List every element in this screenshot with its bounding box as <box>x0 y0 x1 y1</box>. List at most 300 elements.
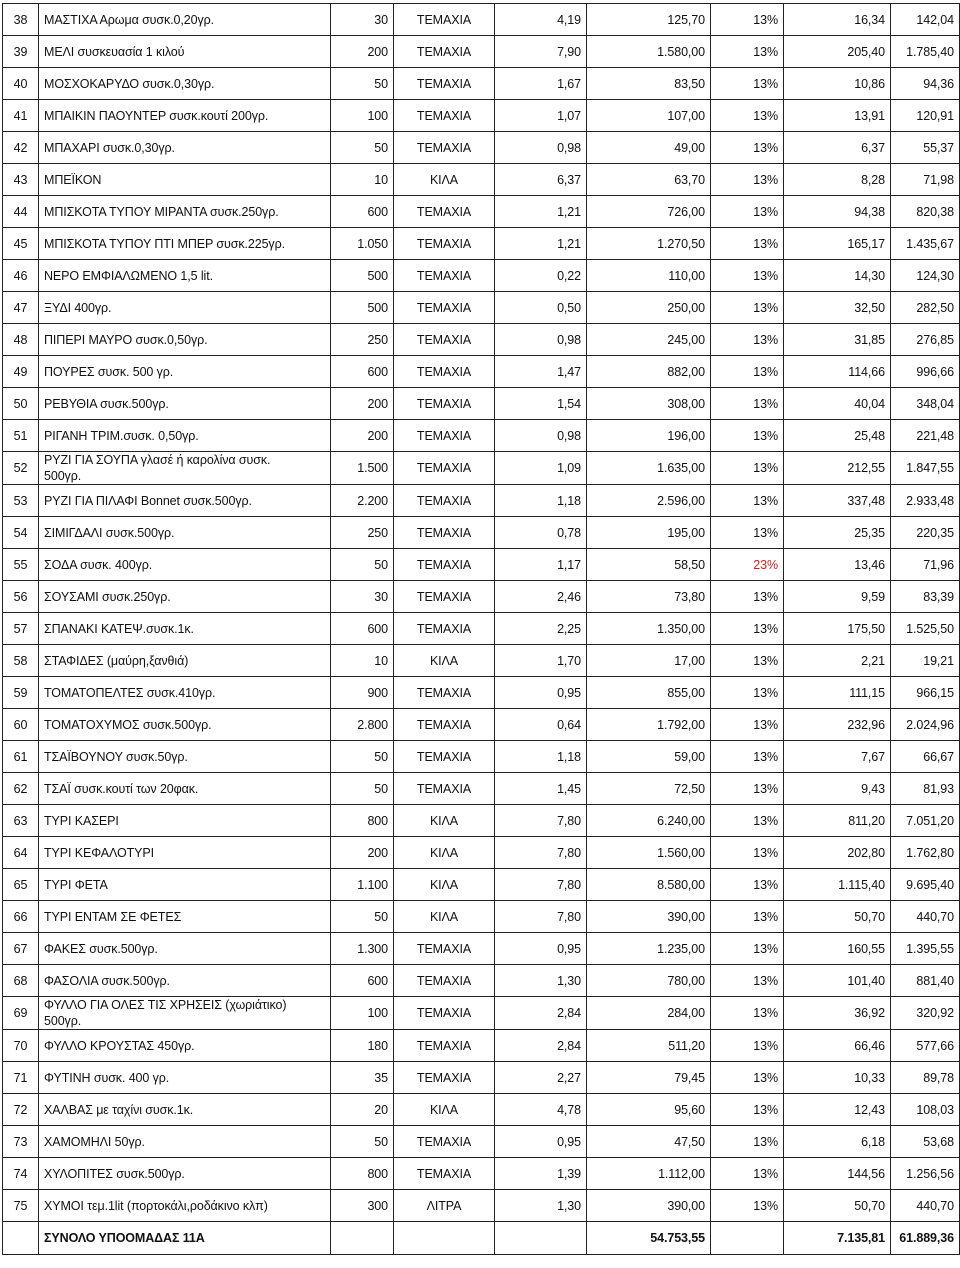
item-unit: ΤΕΜΑΧΙΑ <box>394 677 495 709</box>
item-vat-amount: 9,59 <box>784 581 891 613</box>
item-total: 820,38 <box>891 196 960 228</box>
item-vat-amount: 6,37 <box>784 132 891 164</box>
item-unit: ΤΕΜΑΧΙΑ <box>394 4 495 36</box>
item-unit-price: 7,80 <box>495 901 587 933</box>
item-description-line: ΜΕΛΙ συσκευασία 1 κιλού <box>44 44 185 59</box>
item-description <box>39 452 331 485</box>
item-total: 348,04 <box>891 388 960 420</box>
item-description <box>39 709 331 741</box>
item-vat-rate: 13% <box>711 1158 784 1190</box>
table-row <box>3 4 960 36</box>
item-description <box>39 356 331 388</box>
item-description <box>39 741 331 773</box>
item-net-value: 1.580,00 <box>587 36 711 68</box>
item-vat-amount: 25,35 <box>784 517 891 549</box>
item-net-value: 79,45 <box>587 1062 711 1094</box>
item-unit: ΤΕΜΑΧΙΑ <box>394 581 495 613</box>
item-quantity: 50 <box>331 132 394 164</box>
item-total: 1.525,50 <box>891 613 960 645</box>
summary-label: ΣΥΝΟΛΟ ΥΠΟΟΜΑΔΑΣ 11Α <box>39 1222 331 1255</box>
item-vat-rate: 13% <box>711 196 784 228</box>
item-description-line: ΡΙΓΑΝΗ ΤΡΙΜ.συσκ. 0,50γρ. <box>44 428 199 443</box>
item-description <box>39 837 331 869</box>
item-description-line: ΜΟΣΧΟΚΑΡΥΔΟ συσκ.0,30γρ. <box>44 76 215 91</box>
item-net-value: 63,70 <box>587 164 711 196</box>
item-number: 70 <box>3 1030 39 1062</box>
item-total: 220,35 <box>891 517 960 549</box>
item-number: 46 <box>3 260 39 292</box>
item-net-value: 49,00 <box>587 132 711 164</box>
item-quantity: 180 <box>331 1030 394 1062</box>
item-vat-rate: 13% <box>711 517 784 549</box>
item-vat-amount: 175,50 <box>784 613 891 645</box>
item-number: 66 <box>3 901 39 933</box>
item-vat-amount: 14,30 <box>784 260 891 292</box>
item-quantity: 35 <box>331 1062 394 1094</box>
item-description <box>39 420 331 452</box>
item-total: 124,30 <box>891 260 960 292</box>
item-net-value: 72,50 <box>587 773 711 805</box>
item-total: 19,21 <box>891 645 960 677</box>
item-unit-price: 1,70 <box>495 645 587 677</box>
item-quantity: 30 <box>331 4 394 36</box>
item-description <box>39 869 331 901</box>
item-unit: ΤΕΜΑΧΙΑ <box>394 613 495 645</box>
item-description <box>39 228 331 260</box>
item-quantity: 30 <box>331 581 394 613</box>
table-row <box>3 132 960 164</box>
item-unit-price: 1,45 <box>495 773 587 805</box>
table-row <box>3 997 960 1030</box>
item-net-value: 83,50 <box>587 68 711 100</box>
item-vat-amount: 114,66 <box>784 356 891 388</box>
item-unit: ΤΕΜΑΧΙΑ <box>394 1158 495 1190</box>
item-description-line: ΤΣΑΪΒΟΥΝΟΥ συσκ.50γρ. <box>44 749 188 764</box>
item-net-value: 1.235,00 <box>587 933 711 965</box>
item-vat-rate: 13% <box>711 1030 784 1062</box>
item-vat-amount: 16,34 <box>784 4 891 36</box>
item-unit-price: 7,90 <box>495 36 587 68</box>
item-number: 56 <box>3 581 39 613</box>
item-net-value: 284,00 <box>587 997 711 1030</box>
item-unit-price: 1,21 <box>495 228 587 260</box>
item-description-line: ΧΑΛΒΑΣ με ταχίνι συσκ.1κ. <box>44 1102 194 1117</box>
item-description <box>39 388 331 420</box>
item-unit: ΤΕΜΑΧΙΑ <box>394 420 495 452</box>
item-unit: ΤΕΜΑΧΙΑ <box>394 452 495 485</box>
item-quantity: 200 <box>331 388 394 420</box>
item-total: 1.256,56 <box>891 1158 960 1190</box>
item-unit: ΤΕΜΑΧΙΑ <box>394 773 495 805</box>
item-total: 577,66 <box>891 1030 960 1062</box>
item-unit: ΛΙΤΡΑ <box>394 1190 495 1222</box>
item-vat-rate: 13% <box>711 581 784 613</box>
item-unit: ΤΕΜΑΧΙΑ <box>394 709 495 741</box>
item-net-value: 73,80 <box>587 581 711 613</box>
item-description-line: ΤΟΜΑΤΟΧΥΜΟΣ συσκ.500γρ. <box>44 717 212 732</box>
item-total: 221,48 <box>891 420 960 452</box>
item-description-line: ΣΟΥΣΑΜΙ συσκ.250γρ. <box>44 589 171 604</box>
summary-net: 54.753,55 <box>587 1222 711 1255</box>
item-number: 50 <box>3 388 39 420</box>
item-number: 58 <box>3 645 39 677</box>
item-description <box>39 965 331 997</box>
item-number: 72 <box>3 1094 39 1126</box>
item-number: 43 <box>3 164 39 196</box>
item-quantity: 200 <box>331 36 394 68</box>
item-unit: ΚΙΛΑ <box>394 164 495 196</box>
item-vat-amount: 7,67 <box>784 741 891 773</box>
item-total: 1.762,80 <box>891 837 960 869</box>
item-number: 62 <box>3 773 39 805</box>
item-vat-amount: 232,96 <box>784 709 891 741</box>
item-number: 53 <box>3 485 39 517</box>
item-number: 64 <box>3 837 39 869</box>
item-description <box>39 773 331 805</box>
item-description <box>39 613 331 645</box>
item-net-value: 308,00 <box>587 388 711 420</box>
item-total: 996,66 <box>891 356 960 388</box>
item-description <box>39 164 331 196</box>
item-total: 1.395,55 <box>891 933 960 965</box>
item-description-line: ΜΠΙΣΚΟΤΑ ΤΥΠΟΥ ΠΤΙ ΜΠΕΡ συσκ.225γρ. <box>44 236 285 251</box>
item-total: 1.785,40 <box>891 36 960 68</box>
item-unit: ΤΕΜΑΧΙΑ <box>394 1062 495 1094</box>
item-vat-amount: 10,86 <box>784 68 891 100</box>
item-number: 44 <box>3 196 39 228</box>
table-row <box>3 517 960 549</box>
summary-total: 61.889,36 <box>891 1222 960 1255</box>
item-quantity: 10 <box>331 645 394 677</box>
item-unit: ΤΕΜΑΧΙΑ <box>394 1030 495 1062</box>
item-unit-price: 1,54 <box>495 388 587 420</box>
item-vat-rate: 13% <box>711 164 784 196</box>
item-unit: ΚΙΛΑ <box>394 869 495 901</box>
item-quantity: 10 <box>331 164 394 196</box>
item-number: 69 <box>3 997 39 1030</box>
item-vat-rate: 13% <box>711 228 784 260</box>
item-description-line: ΝΕΡΟ ΕΜΦΙΑΛΩΜΕΝΟ 1,5 lit. <box>44 268 213 283</box>
item-vat-rate: 13% <box>711 869 784 901</box>
item-quantity: 1.100 <box>331 869 394 901</box>
table-row <box>3 324 960 356</box>
item-description <box>39 100 331 132</box>
item-vat-rate: 13% <box>711 645 784 677</box>
item-description <box>39 1126 331 1158</box>
table-row <box>3 1158 960 1190</box>
item-description <box>39 36 331 68</box>
table-row <box>3 68 960 100</box>
item-net-value: 95,60 <box>587 1094 711 1126</box>
item-description <box>39 1190 331 1222</box>
item-quantity: 50 <box>331 741 394 773</box>
item-description <box>39 1062 331 1094</box>
item-unit: ΤΕΜΑΧΙΑ <box>394 517 495 549</box>
item-quantity: 50 <box>331 549 394 581</box>
item-unit-price: 0,98 <box>495 420 587 452</box>
item-number: 55 <box>3 549 39 581</box>
table-row <box>3 1190 960 1222</box>
item-total: 881,40 <box>891 965 960 997</box>
item-description <box>39 933 331 965</box>
item-vat-amount: 94,38 <box>784 196 891 228</box>
item-net-value: 726,00 <box>587 196 711 228</box>
item-number: 40 <box>3 68 39 100</box>
item-total: 71,96 <box>891 549 960 581</box>
item-vat-amount: 31,85 <box>784 324 891 356</box>
item-vat-amount: 13,91 <box>784 100 891 132</box>
item-net-value: 1.635,00 <box>587 452 711 485</box>
item-vat-rate: 13% <box>711 997 784 1030</box>
item-number: 65 <box>3 869 39 901</box>
item-description-line: ΡΥΖΙ ΓΙΑ ΣΟΥΠΑ γλασέ ή καρολίνα συσκ. <box>44 453 271 467</box>
table-row <box>3 260 960 292</box>
item-description <box>39 196 331 228</box>
item-unit: ΤΕΜΑΧΙΑ <box>394 228 495 260</box>
item-vat-rate: 13% <box>711 677 784 709</box>
item-total: 66,67 <box>891 741 960 773</box>
item-unit-price: 0,78 <box>495 517 587 549</box>
item-net-value: 250,00 <box>587 292 711 324</box>
table-row <box>3 36 960 68</box>
item-quantity: 600 <box>331 196 394 228</box>
item-net-value: 390,00 <box>587 901 711 933</box>
item-description-line: ΣΟΔΑ συσκ. 400γρ. <box>44 557 153 572</box>
summary-section <box>3 1222 960 1255</box>
item-unit: ΤΕΜΑΧΙΑ <box>394 485 495 517</box>
table-row <box>3 773 960 805</box>
item-unit-price: 1,47 <box>495 356 587 388</box>
item-quantity: 500 <box>331 292 394 324</box>
item-unit-price: 1,39 <box>495 1158 587 1190</box>
item-number: 60 <box>3 709 39 741</box>
item-quantity: 20 <box>331 1094 394 1126</box>
item-description-line: ΧΑΜΟΜΗΛΙ 50γρ. <box>44 1134 145 1149</box>
table-row <box>3 581 960 613</box>
item-number: 45 <box>3 228 39 260</box>
item-unit: ΤΕΜΑΧΙΑ <box>394 1126 495 1158</box>
item-description-line: ΦΥΤΙΝΗ συσκ. 400 γρ. <box>44 1070 170 1085</box>
item-quantity: 500 <box>331 260 394 292</box>
item-vat-rate: 13% <box>711 837 784 869</box>
table-row <box>3 228 960 260</box>
item-total: 1.847,55 <box>891 452 960 485</box>
item-unit: ΤΕΜΑΧΙΑ <box>394 549 495 581</box>
item-vat-rate: 13% <box>711 1190 784 1222</box>
table-row <box>3 549 960 581</box>
item-unit-price: 2,46 <box>495 581 587 613</box>
item-quantity: 2.800 <box>331 709 394 741</box>
item-description <box>39 68 331 100</box>
item-vat-rate: 13% <box>711 613 784 645</box>
item-quantity: 250 <box>331 517 394 549</box>
items-table <box>2 3 960 1255</box>
item-description <box>39 517 331 549</box>
item-unit-price: 1,21 <box>495 196 587 228</box>
table-row <box>3 196 960 228</box>
item-description <box>39 997 331 1030</box>
item-description <box>39 1158 331 1190</box>
item-quantity: 900 <box>331 677 394 709</box>
item-description-line: ΡΥΖΙ ΓΙΑ ΠΙΛΑΦΙ Bonnet συσκ.500γρ. <box>44 493 252 508</box>
table-row <box>3 452 960 485</box>
item-vat-rate: 13% <box>711 1094 784 1126</box>
item-quantity: 300 <box>331 1190 394 1222</box>
table-row <box>3 485 960 517</box>
item-vat-amount: 2,21 <box>784 645 891 677</box>
summary-vat-amount: 7.135,81 <box>784 1222 891 1255</box>
item-description <box>39 677 331 709</box>
item-unit-price: 1,07 <box>495 100 587 132</box>
item-vat-amount: 13,46 <box>784 549 891 581</box>
item-net-value: 511,20 <box>587 1030 711 1062</box>
item-net-value: 855,00 <box>587 677 711 709</box>
item-number: 71 <box>3 1062 39 1094</box>
item-quantity: 600 <box>331 965 394 997</box>
item-quantity: 200 <box>331 420 394 452</box>
item-vat-rate: 23% <box>711 549 784 581</box>
item-vat-amount: 6,18 <box>784 1126 891 1158</box>
item-vat-rate: 13% <box>711 452 784 485</box>
item-number: 52 <box>3 452 39 485</box>
item-net-value: 390,00 <box>587 1190 711 1222</box>
item-unit-price: 0,95 <box>495 933 587 965</box>
item-number: 68 <box>3 965 39 997</box>
item-unit-price: 0,98 <box>495 324 587 356</box>
item-description-line: 500γρ. <box>44 469 82 483</box>
item-total: 120,91 <box>891 100 960 132</box>
item-description-line: ΜΠΑΙΚΙΝ ΠΑΟΥΝΤΕΡ συσκ.κουτί 200γρ. <box>44 108 269 123</box>
item-vat-rate: 13% <box>711 485 784 517</box>
table-row <box>3 356 960 388</box>
item-vat-rate: 13% <box>711 773 784 805</box>
table-row <box>3 645 960 677</box>
item-number: 49 <box>3 356 39 388</box>
table-row <box>3 1030 960 1062</box>
item-net-value: 110,00 <box>587 260 711 292</box>
item-unit: ΤΕΜΑΧΙΑ <box>394 965 495 997</box>
item-number: 73 <box>3 1126 39 1158</box>
item-description-line: ΤΟΜΑΤΟΠΕΛΤΕΣ συσκ.410γρ. <box>44 685 216 700</box>
item-description-line: ΤΣΑΪ συσκ.κουτί των 20φακ. <box>44 781 199 796</box>
item-unit-price: 0,95 <box>495 1126 587 1158</box>
item-vat-rate: 13% <box>711 36 784 68</box>
price-list-sheet <box>0 3 960 1268</box>
item-unit: ΚΙΛΑ <box>394 1094 495 1126</box>
item-vat-rate: 13% <box>711 1126 784 1158</box>
table-row <box>3 677 960 709</box>
item-total: 7.051,20 <box>891 805 960 837</box>
item-unit-price: 0,50 <box>495 292 587 324</box>
item-unit: ΚΙΛΑ <box>394 837 495 869</box>
table-row <box>3 1062 960 1094</box>
item-net-value: 59,00 <box>587 741 711 773</box>
item-description-line: ΤΥΡΙ ΚΕΦΑΛΟΤΥΡΙ <box>44 845 154 860</box>
item-total: 94,36 <box>891 68 960 100</box>
item-unit-price: 1,67 <box>495 68 587 100</box>
item-number: 48 <box>3 324 39 356</box>
item-net-value: 47,50 <box>587 1126 711 1158</box>
item-vat-amount: 212,55 <box>784 452 891 485</box>
item-unit-price: 4,19 <box>495 4 587 36</box>
item-vat-rate: 13% <box>711 388 784 420</box>
item-number: 54 <box>3 517 39 549</box>
item-description <box>39 645 331 677</box>
item-vat-rate: 13% <box>711 741 784 773</box>
item-description <box>39 581 331 613</box>
item-net-value: 58,50 <box>587 549 711 581</box>
item-vat-rate: 13% <box>711 420 784 452</box>
item-unit: ΚΙΛΑ <box>394 645 495 677</box>
item-description-line: ΧΥΛΟΠΙΤΕΣ συσκ.500γρ. <box>44 1166 185 1181</box>
item-net-value: 1.112,00 <box>587 1158 711 1190</box>
item-description-line: ΤΥΡΙ ΚΑΣΕΡΙ <box>44 813 119 828</box>
item-quantity: 100 <box>331 100 394 132</box>
table-row <box>3 292 960 324</box>
item-unit-price: 7,80 <box>495 805 587 837</box>
item-unit-price: 7,80 <box>495 869 587 901</box>
item-quantity: 2.200 <box>331 485 394 517</box>
item-vat-amount: 9,43 <box>784 773 891 805</box>
item-total: 142,04 <box>891 4 960 36</box>
item-description-line: ΣΙΜΙΓΔΑΛΙ συσκ.500γρ. <box>44 525 175 540</box>
table-row <box>3 933 960 965</box>
item-unit-price: 2,25 <box>495 613 587 645</box>
item-description-line: ΤΥΡΙ ΕΝΤΑΜ ΣΕ ΦΕΤΕΣ <box>44 909 182 924</box>
item-description-line: ΜΑΣΤΙΧΑ Αρωμα συσκ.0,20γρ. <box>44 12 215 27</box>
item-number: 63 <box>3 805 39 837</box>
item-vat-amount: 160,55 <box>784 933 891 965</box>
item-number: 61 <box>3 741 39 773</box>
item-unit: ΚΙΛΑ <box>394 901 495 933</box>
item-net-value: 780,00 <box>587 965 711 997</box>
item-vat-amount: 25,48 <box>784 420 891 452</box>
item-total: 71,98 <box>891 164 960 196</box>
item-total: 9.695,40 <box>891 869 960 901</box>
item-description <box>39 901 331 933</box>
item-unit: ΤΕΜΑΧΙΑ <box>394 388 495 420</box>
item-total: 53,68 <box>891 1126 960 1158</box>
table-row <box>3 100 960 132</box>
item-description-line: ΦΥΛΛΟ ΚΡΟΥΣΤΑΣ 450γρ. <box>44 1038 195 1053</box>
item-net-value: 8.580,00 <box>587 869 711 901</box>
item-total: 276,85 <box>891 324 960 356</box>
item-number: 38 <box>3 4 39 36</box>
item-description-line: ΡΕΒΥΘΙΑ συσκ.500γρ. <box>44 396 169 411</box>
item-unit-price: 1,30 <box>495 1190 587 1222</box>
item-description <box>39 132 331 164</box>
item-quantity: 1.500 <box>331 452 394 485</box>
item-number: 41 <box>3 100 39 132</box>
item-number: 47 <box>3 292 39 324</box>
item-total: 83,39 <box>891 581 960 613</box>
item-unit-price: 1,17 <box>495 549 587 581</box>
item-unit: ΤΕΜΑΧΙΑ <box>394 933 495 965</box>
item-total: 440,70 <box>891 1190 960 1222</box>
item-description <box>39 485 331 517</box>
item-number: 39 <box>3 36 39 68</box>
item-number: 67 <box>3 933 39 965</box>
item-net-value: 6.240,00 <box>587 805 711 837</box>
item-vat-amount: 10,33 <box>784 1062 891 1094</box>
item-net-value: 1.270,50 <box>587 228 711 260</box>
item-unit-price: 4,78 <box>495 1094 587 1126</box>
item-net-value: 125,70 <box>587 4 711 36</box>
item-total: 2.024,96 <box>891 709 960 741</box>
item-vat-amount: 205,40 <box>784 36 891 68</box>
item-vat-amount: 32,50 <box>784 292 891 324</box>
item-description-line: ΦΥΛΛΟ ΓΙΑ ΟΛΕΣ ΤΙΣ ΧΡΗΣΕΙΣ (χωριάτικο) <box>44 998 287 1012</box>
